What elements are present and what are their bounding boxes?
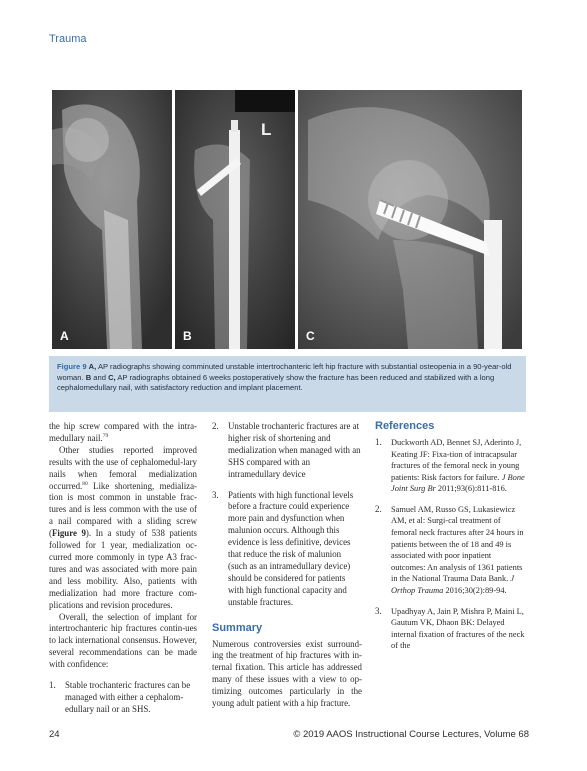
figure-caption bbox=[49, 356, 526, 412]
figure-9-reference[interactable]: Figure 9 bbox=[51, 528, 86, 539]
side-marker-l: L bbox=[261, 120, 272, 139]
panel-label-b: B bbox=[183, 329, 192, 343]
caption-part-b: B bbox=[85, 372, 92, 382]
xray-panel-c bbox=[298, 90, 522, 349]
section-title: Trauma bbox=[49, 33, 87, 45]
xray-image-b bbox=[175, 90, 295, 349]
page-number: 24 bbox=[49, 729, 60, 740]
text-column-2 bbox=[212, 421, 362, 710]
recommendation-list-continued bbox=[212, 421, 362, 609]
paragraph-2: Other studies reported improved results with the use of cephalomedul-lary nails when femoral medialization occurred.$^{80}$ Like shortening, medializa-tion is most common in unstable frac-tures and is less common with the use of a nail compared with a sliding screw (Figure 9). In a study of 538 patients followed for 1 year, medialization oc-curred more commonly in type A3 frac-tures and was associated with more pain and less mobility. Also, patients with medialization had more fracture com-plications and revision procedures. bbox=[49, 444, 197, 610]
recommendation-list bbox=[49, 680, 197, 716]
references-list bbox=[375, 437, 527, 652]
citation-80: 80 bbox=[82, 480, 88, 487]
citation-79: 79 bbox=[102, 432, 109, 439]
figure-label: Figure 9 bbox=[57, 362, 87, 371]
xray-panel-a bbox=[52, 90, 172, 349]
caption-text-bc: AP radiographs obtained 6 weeks postoperatively show the fracture has been reduced and stabilized with a long cephalomedullary nail, with satisfactory reduction and implant placement. bbox=[57, 372, 495, 393]
xray-panel-b bbox=[175, 90, 295, 349]
caption-part-c: C, bbox=[108, 372, 116, 382]
reference-item: 1. Duckworth AD, Bennet SJ, Aderinto J, Keating JF: Fixa-tion of intracapsular fractures of the femoral neck in young patients: Risk factors for failure. J Bone Joint Surg Br 2011;93(6):811-816. bbox=[375, 436, 525, 494]
xray-image-c bbox=[298, 90, 522, 349]
caption-text-and: and bbox=[91, 372, 109, 382]
list-item: 2. Unstable trochanteric fractures are at higher risk of shortening and medialization when managed with an SHS compared with an intramedullary device bbox=[212, 421, 361, 479]
paragraph-3: Overall, the selection of implant for intertrochanteric hip fractures contin-ues to lack international consensus. However, several recommendations can be made with confidence: bbox=[49, 611, 198, 670]
reference-item: 3. Upadhyay A, Jain P, Mishra P, Maini L, Gautum VK, Dhaon BK: Delayed internal fixation of fractures of the neck of the bbox=[375, 605, 525, 651]
xray-image-a bbox=[52, 90, 172, 349]
reference-item: 2. Samuel AM, Russo GS, Lukasiewicz AM, et al: Surgi-cal treatment of femoral neck fractures after 24 hours in patients between the of 18 and 49 is associated with poor inpatient outcomes: An analysis of 1361 patients in the National Trauma Data Bank. J Orthop Trauma 2016;30(2):89-94. bbox=[375, 503, 524, 596]
copyright-notice: © 2019 AAOS Instructional Course Lectures, Volume 68 bbox=[293, 729, 529, 740]
list-item: 1. Stable trochanteric fractures can be managed with either a cephalom-edullary nail or an SHS. bbox=[49, 680, 191, 714]
text-column-1 bbox=[49, 421, 197, 725]
caption-part-a: A, bbox=[88, 362, 97, 371]
caption-text-a: AP radiographs showing comminuted unstable intertrochanteric left hip fracture with substantial osteopenia in a 90-year-old woman. bbox=[57, 362, 512, 382]
summary-paragraph: Numerous controversies exist surround-ing the treatment of hip fractures with in-ternal fixation. This article has addressed many of these issues with a view to op-timizing outcomes particularly in the young adult patient with a hip fracture. bbox=[212, 638, 362, 709]
summary-heading: Summary bbox=[212, 621, 263, 634]
paragraph-1: the hip screw compared with the intra-medullary nail.$^{79}$ bbox=[49, 421, 197, 443]
panel-label-a: A bbox=[60, 329, 69, 343]
figure-9 bbox=[49, 86, 526, 412]
references-heading: References bbox=[375, 420, 435, 432]
references-column bbox=[375, 421, 527, 661]
list-item: 3. Patients with high functional levels before a fracture could experience more pain and dysfunction when malunion occurs. Although this evidence is less definitive, devices that reduce the risk of malunion (such as an intramedullary device) should be considered for patients with high functional capacity and unstable fractures. bbox=[212, 489, 354, 607]
panel-label-c: C bbox=[306, 329, 315, 343]
